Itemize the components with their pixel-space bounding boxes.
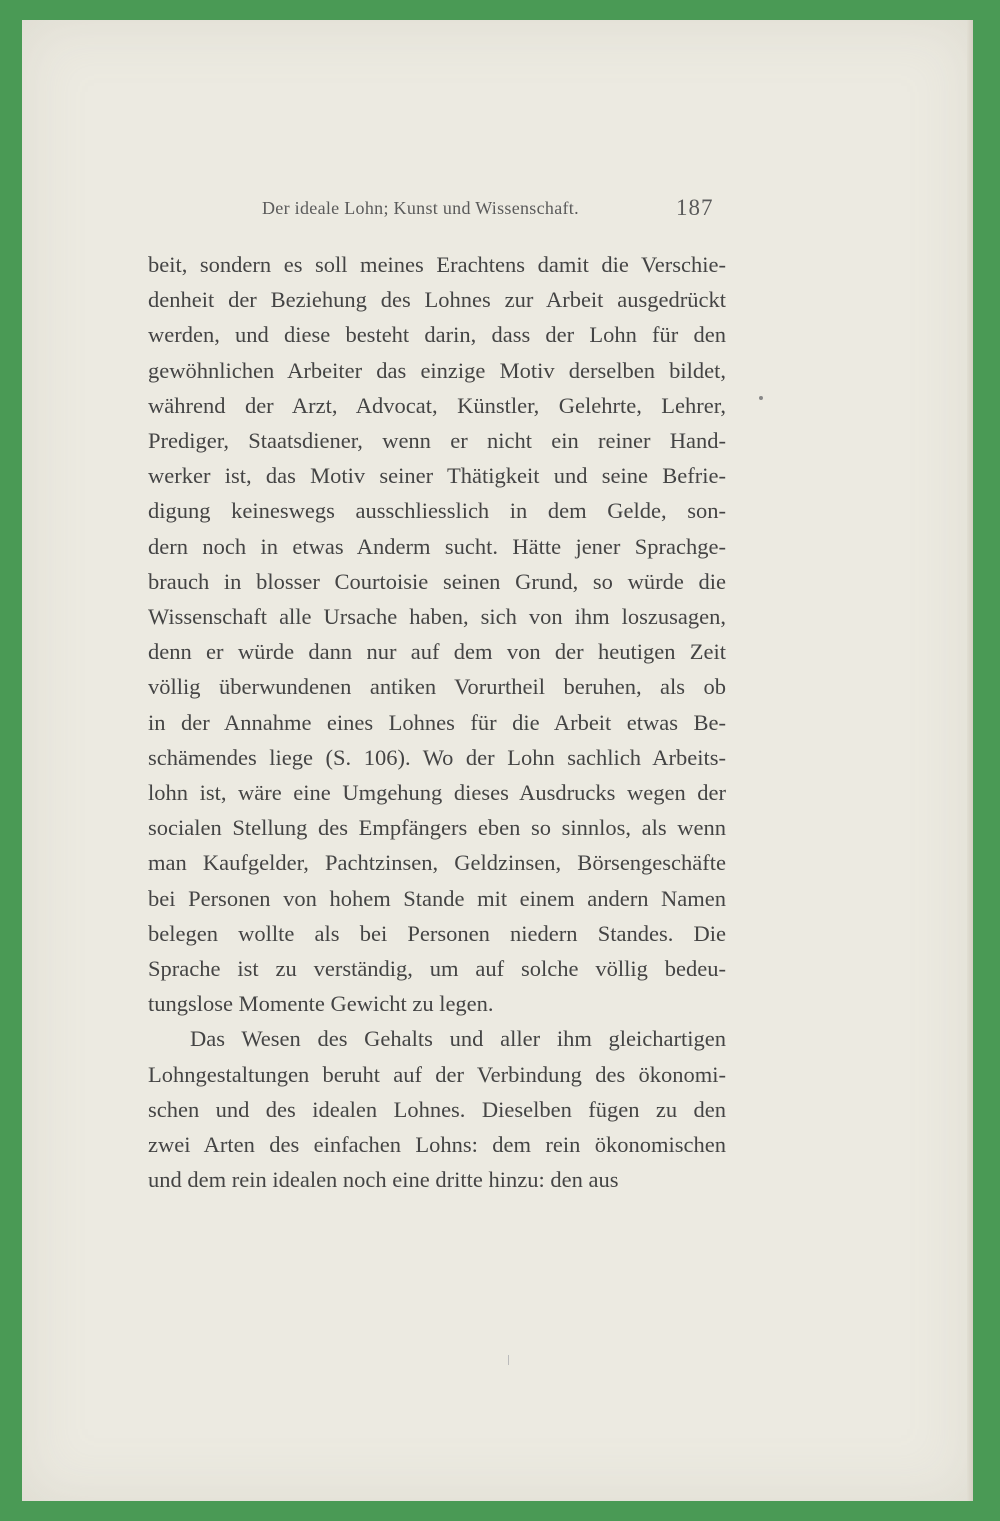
text-line: schämendes liege (S. 106). Wo der Lohn sachlich Arbeits-: [148, 744, 726, 770]
text-line: socialen Stellung des Empfängers eben so sinnlos, als wenn: [148, 815, 726, 841]
text-line: Lohngestaltungen beruht auf der Verbindung des ökonomi-: [148, 1061, 726, 1087]
scan-mark: [508, 1355, 509, 1365]
text-line: zwei Arten des einfachen Lohns: dem rein ökonomischen: [148, 1132, 726, 1157]
text-line: denheit der Beziehung des Lohnes zur Arbeit ausgedrückt: [148, 287, 726, 313]
text-line: Sprache ist zu verständig, um auf solche völlig bedeu-: [148, 956, 726, 981]
text-line: bei Personen von hohem Stande mit einem andern Namen: [148, 885, 726, 911]
text-line: beit, sondern es soll meines Erachtens damit die Verschie-: [148, 252, 726, 277]
margin-dot: [759, 396, 763, 400]
text-line: dern noch in etwas Anderm sucht. Hätte jener Sprachge-: [148, 533, 726, 559]
text-line: denn er würde dann nur auf dem von der heutigen Zeit: [148, 639, 726, 665]
page-number: 187: [676, 195, 714, 220]
text-line: gewöhnlichen Arbeiter das einzige Motiv derselben bildet,: [148, 357, 726, 383]
running-head: Der ideale Lohn; Kunst und Wissenschaft.: [262, 198, 579, 218]
text-line: während der Arzt, Advocat, Künstler, Gelehrte, Lehrer,: [148, 392, 726, 418]
text-line: tungslose Momente Gewicht zu legen.: [148, 991, 494, 1017]
text-line: belegen wollte als bei Personen niedern Standes. Die: [148, 920, 726, 946]
text-line: und dem rein idealen noch eine dritte hinzu: den aus: [148, 1167, 619, 1193]
text-line: lohn ist, wäre eine Umgehung dieses Ausdrucks wegen der: [148, 780, 726, 805]
text-line: völlig überwundenen antiken Vorurtheil beruhen, als ob: [148, 674, 726, 700]
text-line: digung keineswegs ausschliesslich in dem Gelde, son-: [148, 498, 726, 524]
text-line: Prediger, Staatsdiener, wenn er nicht ein reiner Hand-: [148, 428, 726, 453]
page-edge: [967, 20, 973, 1501]
text-line: werker ist, das Motiv seiner Thätigkeit und seine Befrie-: [148, 463, 726, 489]
text-line: schen und des idealen Lohnes. Dieselben fügen zu den: [148, 1096, 726, 1122]
text-line: Wissenschaft alle Ursache haben, sich von ihm loszusagen,: [148, 604, 726, 629]
text-line: man Kaufgelder, Pachtzinsen, Geldzinsen, Börsengeschäfte: [148, 850, 726, 876]
text-line: brauch in blosser Courtoisie seinen Grund, so würde die: [148, 568, 726, 594]
text-line: in der Annahme eines Lohnes für die Arbeit etwas Be-: [148, 709, 726, 735]
text-line: Das Wesen des Gehalts und aller ihm gleichartigen: [190, 1026, 726, 1052]
text-line: werden, und diese besteht darin, dass der Lohn für den: [148, 322, 726, 348]
